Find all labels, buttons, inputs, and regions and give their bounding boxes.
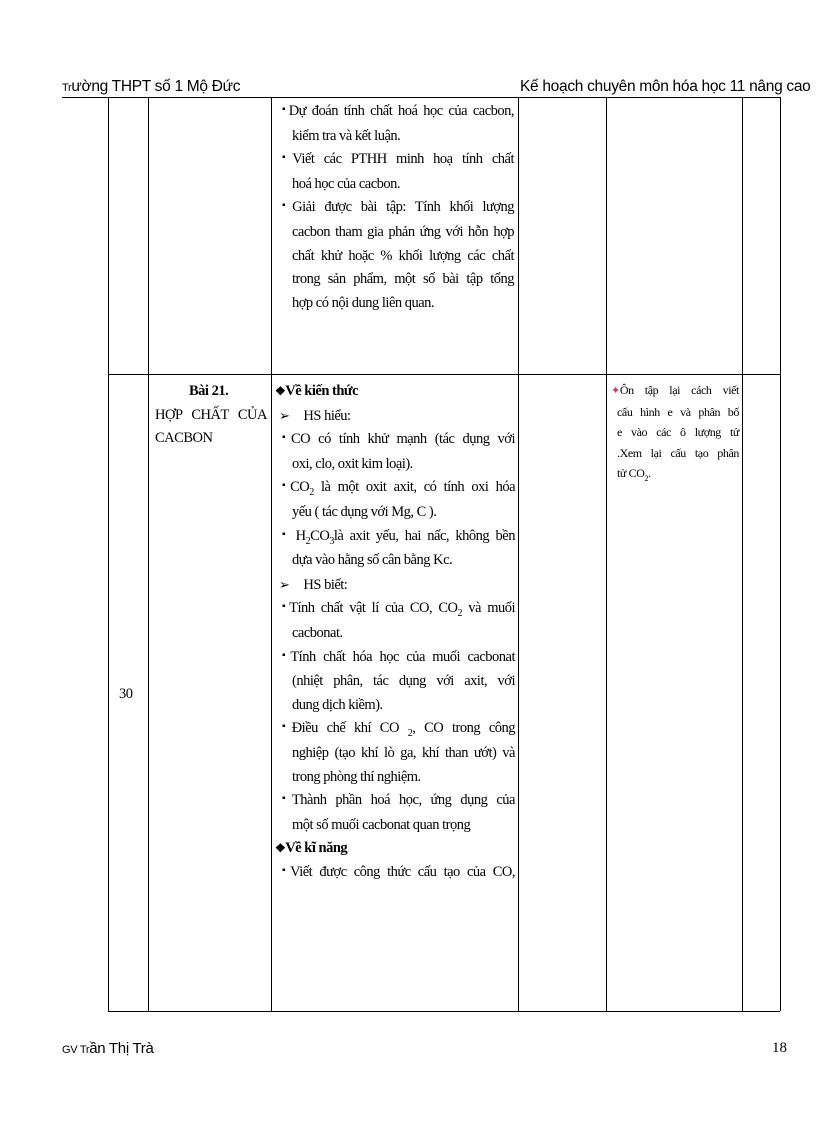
objective-line: dung dịch kiềm). <box>292 696 383 713</box>
footer-teacher <box>62 1040 154 1057</box>
row1-line: chất khử hoặc % khối lượng các chất <box>292 247 514 264</box>
row1-line: cacbon tham gia phản ứng với hỗn hợp <box>292 223 514 240</box>
objective-line: ▪ CO có tính khử mạnh (tác dụng với <box>282 428 515 453</box>
row1-line: ▪ Dự đoán tính chất hoá học của cacbon, <box>282 100 514 125</box>
period-number: 30 <box>119 686 133 702</box>
table-border-bottom <box>108 1011 780 1012</box>
note-line: cấu hình e và phân bố <box>617 404 739 419</box>
row1-objectives <box>282 100 514 315</box>
page-number: 18 <box>772 1040 787 1056</box>
pin-bullet-icon: ✦ <box>611 385 620 397</box>
lesson-cell <box>155 380 267 451</box>
table-col-divider-4 <box>606 97 607 1011</box>
header-plan-title: Kế hoạch chuyên môn hóa học 11 nâng cao <box>520 78 811 95</box>
objective-line: yếu ( tác dụng với Mg, C ). <box>292 503 437 520</box>
objective-line: (nhiệt phân, tác dụng với axit, với <box>292 673 515 690</box>
note-line: tử $CO_2$. <box>617 466 651 483</box>
objective-line: ▪ Điều chế khí CO $_2$, CO trong công <box>282 717 515 742</box>
row1-line: ▪ Viết các PTHH minh hoạ tính chất <box>282 148 514 173</box>
objective-line: một số muối cacbonat quan trọng <box>292 816 471 833</box>
objective-line: ▪ Tính chất vật lí của CO, $CO_2$ và muối <box>282 597 515 622</box>
row1-line: kiểm tra và kết luận. <box>292 127 401 144</box>
hs-biet: ➢ HS biết: <box>279 576 348 593</box>
lesson-title-line: HỢP CHẤT CỦA <box>155 406 267 423</box>
table-row-divider <box>108 374 780 375</box>
table-col-divider-2 <box>271 97 272 1011</box>
objective-line: ▪ Tính chất hóa học của muối cacbonat <box>282 646 515 671</box>
objective-line: ▪ Thành phần hoá học, ứng dụng của <box>282 789 515 814</box>
notes-cell <box>611 380 739 486</box>
diamond-bullet-icon: ❖ <box>275 841 286 856</box>
objective-line: ▪ Viết được công thức cấu tạo của CO, <box>282 861 515 886</box>
note-line: e vào các ô lượng tử <box>617 425 739 439</box>
objective-line: trong phòng thí nghiệm. <box>292 768 421 785</box>
row1-line: trong sản phẩm, một số bài tập tổng <box>292 271 514 288</box>
header-school <box>62 78 240 96</box>
row2-objectives <box>275 380 515 885</box>
school-name: ường THPT số 1 Mộ Đức <box>71 78 241 95</box>
table-col-divider-1 <box>148 97 149 1011</box>
teacher-prefix: GV Tr <box>62 1044 90 1056</box>
objective-line: ▪ $H_2CO_3là$ axit yếu, hai nấc, không bền <box>282 525 515 550</box>
row1-line: hợp có nội dung liên quan. <box>292 294 435 311</box>
skills-heading: ❖Về kĩ năng <box>275 840 348 857</box>
objective-line: dựa vào hằng số cân bằng Kc. <box>292 552 453 569</box>
note-line: .Xem lại cấu tạo phân <box>617 445 739 460</box>
objective-line: ▪ $CO_2$ là một oxit axit, có tính oxi hóa <box>282 476 515 501</box>
table-col-divider-5 <box>742 97 743 1011</box>
note-line: ✦Ôn tập lại cách viết <box>611 383 739 397</box>
table-col-divider-3 <box>518 97 519 1011</box>
header-underline <box>62 97 780 98</box>
school-prefix: Tr <box>62 82 72 94</box>
objective-line: oxi, clo, oxit kim loại). <box>292 455 413 472</box>
row1-line: ▪ Giải được bài tập: Tính khối lượng <box>282 196 514 221</box>
teacher-name: ần Thị Trà <box>89 1040 154 1057</box>
objective-line: cacbonat. <box>292 624 343 641</box>
table-border-left <box>108 97 109 1011</box>
diamond-bullet-icon: ❖ <box>275 384 286 398</box>
arrow-bullet-icon: ➢ <box>279 407 290 423</box>
row1-line: hoá học của cacbon. <box>292 175 401 192</box>
lesson-title-line: CACBON <box>155 430 213 447</box>
objective-line: nghiệp (tạo khí lò ga, khí than ướt) và <box>292 744 515 761</box>
knowledge-heading: ❖Về kiến thức <box>275 383 359 399</box>
table-border-right <box>780 97 781 1011</box>
lesson-number: Bài 21. <box>189 383 229 399</box>
hs-hieu: ➢ HS hiểu: <box>279 407 351 424</box>
arrow-bullet-icon: ➢ <box>279 576 290 592</box>
